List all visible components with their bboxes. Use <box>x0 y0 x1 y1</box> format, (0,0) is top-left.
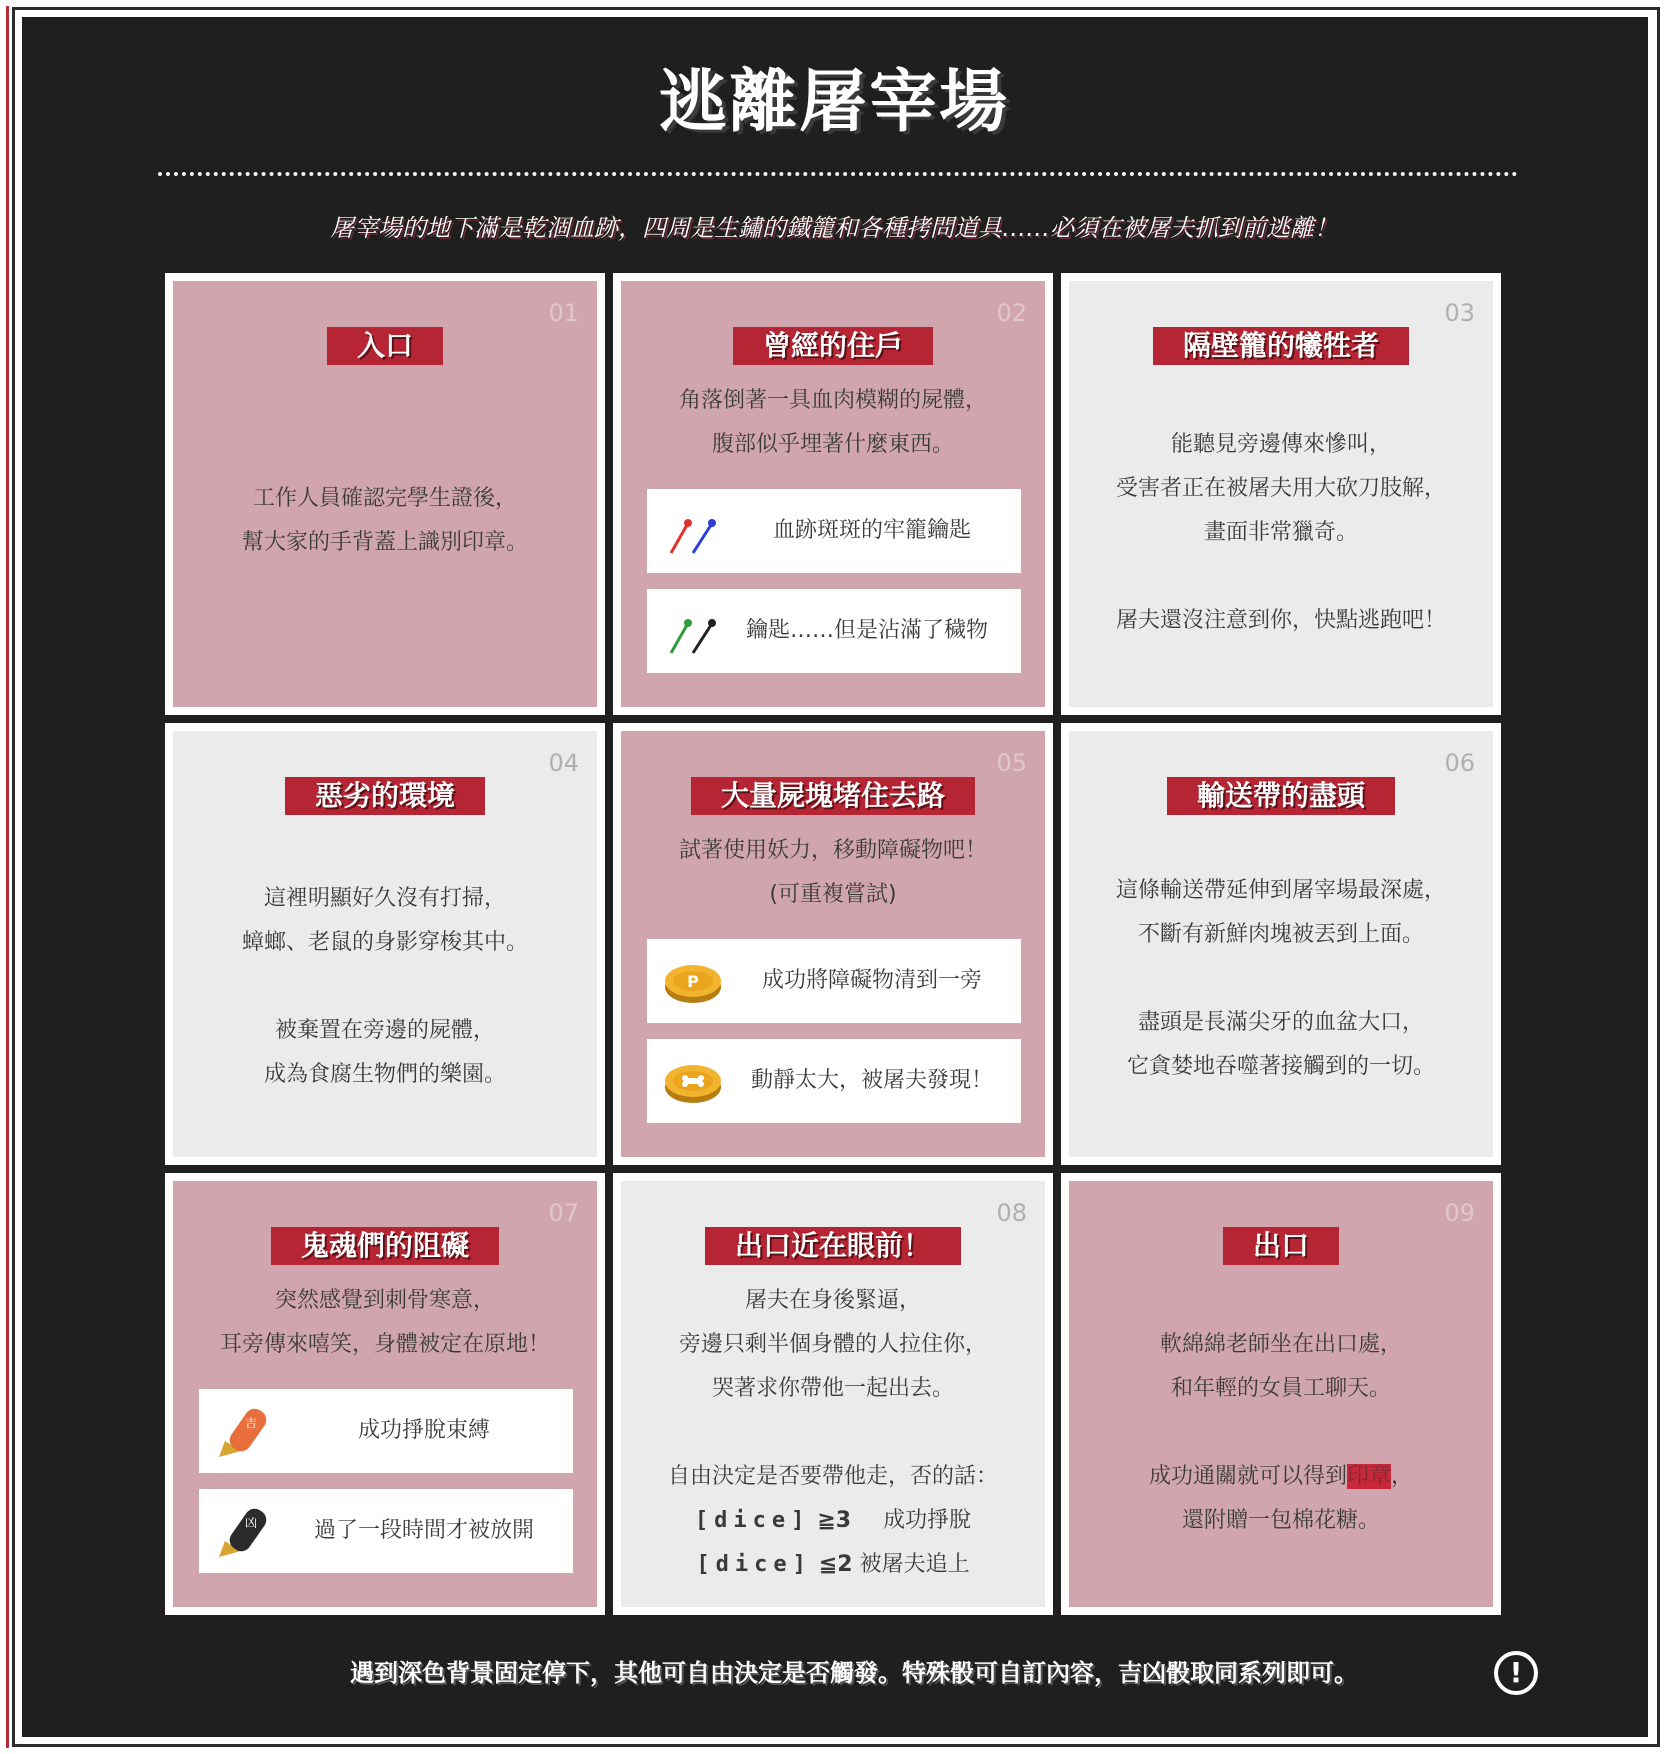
cell-panel <box>1069 281 1493 707</box>
cell-text-line: 突然感覺到刺骨寒意， <box>274 1288 495 1313</box>
dice-condition: ≧3 <box>817 1508 852 1533</box>
cell-05[interactable] <box>613 723 1053 1165</box>
lucky-stick-icon <box>215 1403 275 1459</box>
cell-text-line: 蟑螂、老鼠的身影穿梭其中。 <box>241 930 528 955</box>
cell-text-line: 它貪婪地吞噬著接觸到的一切。 <box>1126 1054 1435 1079</box>
cell-label: 出口近在眼前！ <box>705 1227 961 1265</box>
cell-label: 鬼魂們的阻礙 <box>271 1227 499 1265</box>
cell-text-line: 屠夫還沒注意到你，快點逃跑吧！ <box>1115 608 1446 633</box>
svg-text:P: P <box>687 972 699 991</box>
cell-number: 08 <box>996 1199 1027 1227</box>
cell-text-line: 角落倒著一具血肉模糊的屍體， <box>678 388 987 413</box>
cell-text-line: 腹部似乎埋著什麼東西。 <box>711 432 954 457</box>
svg-text:吉: 吉 <box>244 1416 258 1430</box>
cell-panel <box>173 281 597 707</box>
cell-text-line: 盡頭是長滿尖牙的血盆大口， <box>1137 1010 1424 1035</box>
cell-number: 02 <box>996 299 1027 327</box>
cell-label: 曾經的住戶 <box>733 327 933 365</box>
option-failure[interactable] <box>199 1489 573 1573</box>
cell-text-line: 能聽見旁邊傳來慘叫， <box>1170 432 1391 457</box>
cell-06[interactable] <box>1061 723 1501 1165</box>
cell-text-line: 受害者正在被屠夫用大砍刀肢解， <box>1115 476 1446 501</box>
dice-rule-line <box>621 1543 1045 1587</box>
cell-number: 04 <box>548 749 579 777</box>
cell-label: 惡劣的環境 <box>285 777 485 815</box>
option-success[interactable] <box>647 939 1021 1023</box>
cell-text-line: 幫大家的手背蓋上識別印章。 <box>241 530 528 555</box>
cell-number: 09 <box>1444 1199 1475 1227</box>
footer-note: 遇到深色背景固定停下，其他可自由決定是否觸發。特殊骰可自訂內容，吉凶骰取同系列即可。 <box>350 1659 1358 1687</box>
cell-text-line: 和年輕的女員工聊天。 <box>1170 1376 1391 1401</box>
cell-text-line: 自由決定是否要帶他走，否的話： <box>667 1464 998 1489</box>
exclamation-icon: ! <box>1494 1651 1538 1695</box>
coin-p-icon <box>663 953 723 1009</box>
option-text: 成功掙脫束縛 <box>357 1418 490 1443</box>
reward-highlight: 印章 <box>1346 1464 1391 1489</box>
cell-text-line: 這條輸送帶延伸到屠宰場最深處， <box>1115 878 1446 903</box>
dice-result: 成功掙脫 <box>883 1508 972 1533</box>
cell-number: 03 <box>1444 299 1475 327</box>
cell-text-line: 軟綿綿老師坐在出口處， <box>1159 1332 1402 1357</box>
dotted-divider <box>158 172 1518 176</box>
cell-text-line: 被棄置在旁邊的屍體， <box>274 1018 495 1043</box>
cell-panel <box>621 731 1045 1157</box>
option-text: 過了一段時間才被放開 <box>313 1518 534 1543</box>
cell-text-line: 這裡明顯好久沒有打掃， <box>263 886 506 911</box>
cell-label: 輸送帶的盡頭 <box>1167 777 1395 815</box>
cell-text-line: 不斷有新鮮肉塊被丟到上面。 <box>1137 922 1424 947</box>
cell-panel <box>1069 1181 1493 1607</box>
cell-label: 隔壁籠的犧牲者 <box>1153 327 1409 365</box>
cell-text-line: 哭著求你帶他一起出去。 <box>711 1376 954 1401</box>
option-failure[interactable] <box>647 1039 1021 1123</box>
reward-text-end: ， <box>1391 1464 1414 1489</box>
cell-number: 05 <box>996 749 1027 777</box>
cell-panel <box>1069 731 1493 1157</box>
green-black-pins-icon <box>663 603 723 659</box>
frame-accent-line <box>6 6 9 1748</box>
cell-text-line: (可重複嘗試) <box>769 882 897 907</box>
option-text: 成功將障礙物清到一旁 <box>761 968 982 993</box>
dice-result: 被屠夫追上 <box>859 1552 970 1577</box>
coin-bone-icon <box>663 1053 723 1109</box>
cell-panel <box>621 1181 1045 1607</box>
option-text: 動靜太大，被屠夫發現！ <box>750 1068 993 1093</box>
cell-panel <box>173 731 597 1157</box>
page-title: 逃離屠宰場 <box>658 63 1009 142</box>
cell-label: 大量屍塊堵住去路 <box>691 777 975 815</box>
option-text: 血跡斑斑的牢籠鑰匙 <box>772 518 971 543</box>
red-blue-pins-icon <box>663 503 723 559</box>
cell-03[interactable] <box>1061 273 1501 715</box>
cell-panel <box>173 1181 597 1607</box>
unlucky-stick-icon <box>215 1503 275 1559</box>
cell-label: 出口 <box>1223 1227 1339 1265</box>
svg-text:凶: 凶 <box>244 1516 258 1530</box>
option-failure[interactable] <box>647 589 1021 673</box>
cell-09[interactable] <box>1061 1173 1501 1615</box>
option-success[interactable] <box>647 489 1021 573</box>
option-success[interactable] <box>199 1389 573 1473</box>
cell-panel <box>621 281 1045 707</box>
dice-roll: [dice] <box>696 1552 812 1577</box>
cell-text-line: 工作人員確認完學生證後， <box>252 486 517 511</box>
reward-line <box>1069 1455 1493 1499</box>
dice-rule-line <box>621 1499 1045 1543</box>
cell-text-line: 畫面非常獵奇。 <box>1203 520 1358 545</box>
option-text: 鑰匙……但是沾滿了穢物 <box>745 618 988 643</box>
cell-number: 06 <box>1444 749 1475 777</box>
cell-text-line: 屠夫在身後緊逼， <box>744 1288 921 1313</box>
cell-07[interactable] <box>165 1173 605 1615</box>
cell-02[interactable] <box>613 273 1053 715</box>
cell-number: 07 <box>548 1199 579 1227</box>
reward-text: 成功通關就可以得到 <box>1148 1464 1347 1489</box>
cell-text-line: 試著使用妖力，移動障礙物吧！ <box>678 838 987 863</box>
cell-text-line: 還附贈一包棉花糖。 <box>1181 1508 1380 1533</box>
cell-text-line: 成為食腐生物們的樂園。 <box>263 1062 506 1087</box>
dice-condition: ≦2 <box>818 1552 853 1577</box>
dice-roll: [dice] <box>694 1508 811 1533</box>
cell-text-line: 耳旁傳來嘻笑，身體被定在原地！ <box>219 1332 550 1357</box>
cell-number: 01 <box>548 299 579 327</box>
cell-label: 入口 <box>327 327 443 365</box>
cell-01[interactable] <box>165 273 605 715</box>
cell-text-line: 旁邊只剩半個身體的人拉住你， <box>678 1332 987 1357</box>
page-subtitle: 屠宰場的地下滿是乾涸血跡，四周是生鏽的鐵籠和各種拷問道具……必須在被屠夫抓到前逃離！ <box>330 214 1338 242</box>
cell-08[interactable] <box>613 1173 1053 1615</box>
cell-04[interactable] <box>165 723 605 1165</box>
